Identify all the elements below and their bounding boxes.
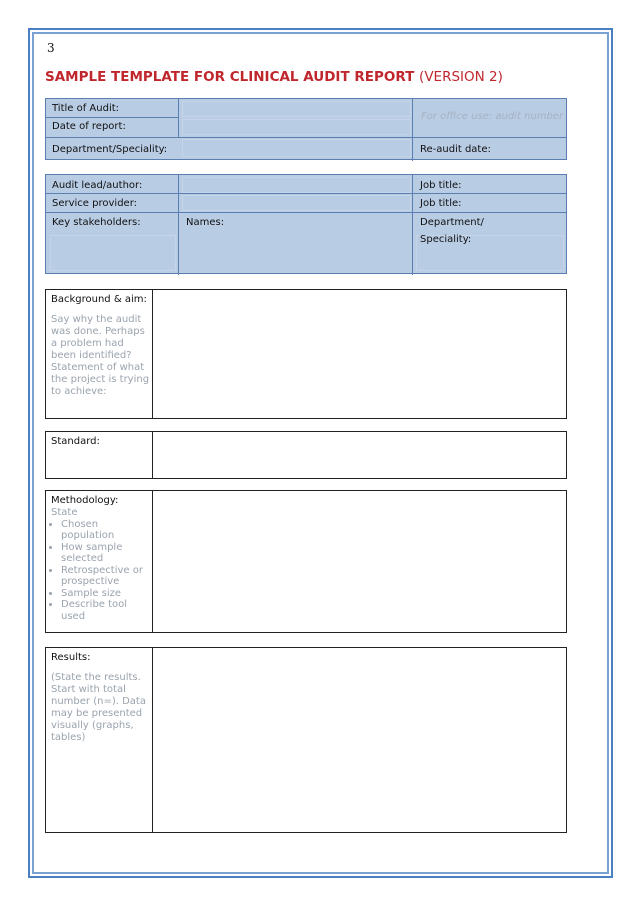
methodology-help: [51, 507, 151, 622]
methodology-section: [45, 490, 567, 633]
title-of-audit-field[interactable]: [182, 101, 411, 117]
date-of-report-label: Date of report:: [52, 121, 126, 132]
service-provider-label: Service provider:: [52, 198, 137, 209]
job-title-label-2: Job title:: [420, 198, 462, 209]
standard-section: [45, 431, 567, 479]
stakeholders-field-left[interactable]: [50, 235, 176, 271]
methodology-bullet: • Chosen population: [61, 519, 151, 542]
background-input-area[interactable]: [153, 290, 566, 418]
title-of-audit-label: Title of Audit:: [52, 103, 120, 114]
department-label-line2: Speciality:: [420, 234, 472, 245]
methodology-bullet: • Retrospective or prospective: [61, 565, 151, 588]
results-label: Results:: [51, 652, 91, 663]
methodology-bullet: • How sample selected: [61, 542, 151, 565]
department-field[interactable]: [182, 139, 411, 157]
key-stakeholders-label: Key stakeholders:: [52, 217, 141, 228]
page-number: 3: [47, 41, 55, 55]
standard-input-area[interactable]: [153, 432, 566, 478]
background-section: [45, 289, 567, 419]
results-section: [45, 647, 567, 833]
office-use-audit-number: For office use: audit number: [421, 111, 564, 122]
audit-lead-label: Audit lead/author:: [52, 180, 143, 191]
job-title-label-1: Job title:: [420, 180, 462, 191]
methodology-bullet: • Describe tool used: [61, 599, 151, 622]
audit-lead-field[interactable]: [182, 177, 411, 193]
date-of-report-field[interactable]: [182, 119, 411, 135]
standard-label: Standard:: [51, 436, 100, 447]
background-help-text: Say why the audit was done. Perhaps a problem had been identified? Statement of what the project is trying to achieve:: [51, 314, 150, 397]
methodology-label: Methodology:: [51, 495, 119, 506]
audit-team-table: [45, 174, 567, 274]
methodology-input-area[interactable]: [153, 491, 566, 632]
audit-info-table: [45, 98, 567, 160]
results-help-text: (State the results. Start with total number (n=). Data may be presented visually (graphs, tables): [51, 672, 146, 743]
document-title-version: (VERSION 2): [419, 69, 503, 85]
methodology-bullet: • Sample size: [61, 588, 151, 600]
methodology-help-intro: State: [51, 507, 78, 518]
reaudit-date-label: Re-audit date:: [420, 144, 491, 155]
methodology-bullet-list: [51, 519, 151, 623]
service-provider-field[interactable]: [182, 195, 411, 211]
names-label: Names:: [186, 217, 225, 228]
document-title-main: SAMPLE TEMPLATE FOR CLINICAL AUDIT REPORT: [45, 69, 415, 85]
results-input-area[interactable]: [153, 648, 566, 832]
document-title: [45, 69, 503, 85]
department-label-line1: Department/: [420, 217, 484, 228]
department-speciality-label: Department/Speciality:: [52, 144, 168, 155]
background-label: Background & aim:: [51, 294, 147, 305]
